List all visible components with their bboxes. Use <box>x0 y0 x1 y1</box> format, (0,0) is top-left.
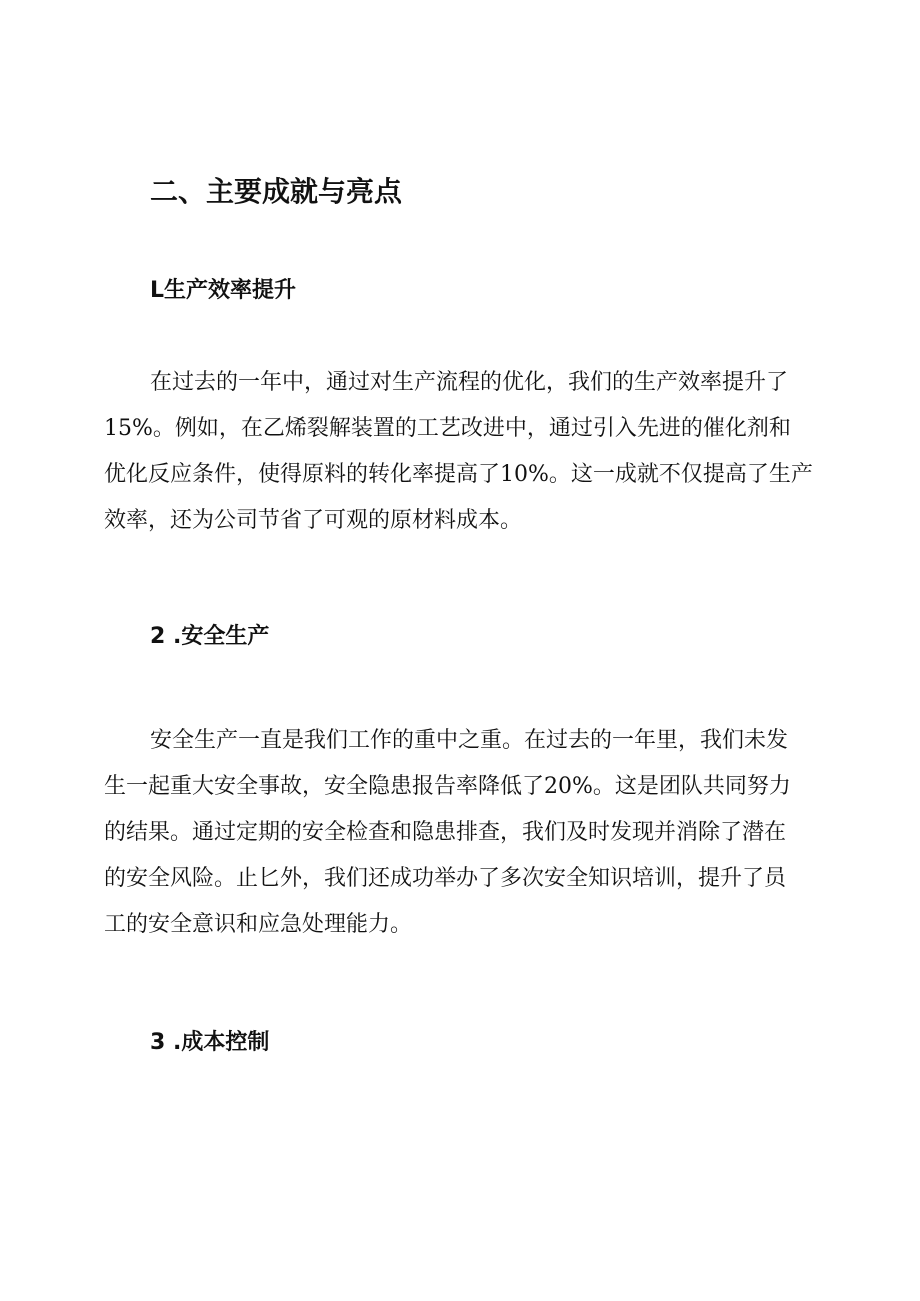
paragraph-line: 15%。例如，在乙烯裂解装置的工艺改进中，通过引入先进的催化剂和 <box>104 416 791 441</box>
paragraph-line: 在过去的一年中，通过对生产流程的优化，我们的生产效率提升了 <box>150 370 789 395</box>
subsection-title-safety: 2 .安全生产 <box>150 624 270 649</box>
section-heading: 二、主要成就与亮点 <box>150 175 403 208</box>
paragraph-line: 优化反应条件，使得原料的转化率提高了10%。这一成就不仅提高了生产 <box>104 462 813 487</box>
subsection-title-efficiency: L生产效率提升 <box>150 278 297 303</box>
paragraph-line: 的安全风险。止匕外，我们还成功举办了多次安全知识培训，提升了员 <box>104 866 787 891</box>
subsection-title-cost-control: 3 .成本控制 <box>150 1030 270 1055</box>
paragraph-line: 生一起重大安全事故，安全隐患报告率降低了20%。这是团队共同努力 <box>104 774 791 799</box>
paragraph-efficiency <box>104 360 824 544</box>
paragraph-line: 效率，还为公司节省了可观的原材料成本。 <box>104 508 523 533</box>
paragraph-line: 安全生产一直是我们工作的重中之重。在过去的一年里，我们未发 <box>150 728 789 753</box>
paragraph-safety <box>104 718 824 948</box>
paragraph-line: 的结果。通过定期的安全检查和隐患排查，我们及时发现并消除了潜在 <box>104 820 787 845</box>
paragraph-line: 工的安全意识和应急处理能力。 <box>104 912 413 937</box>
